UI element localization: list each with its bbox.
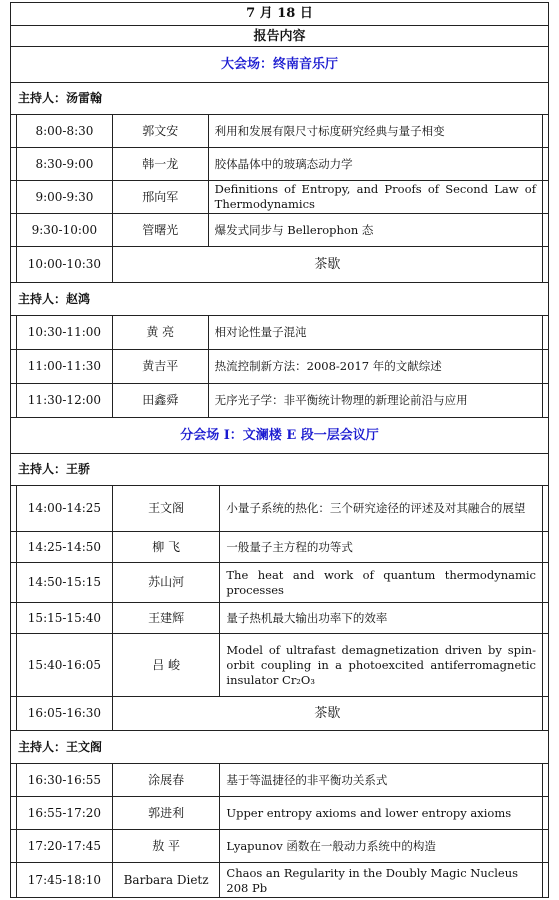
talk-row (10, 180, 549, 213)
break-time: 16:05-16:30 (27, 706, 102, 720)
talk-speaker: 苏山河 (112, 563, 220, 602)
talk-title: 无序光子学：非平衡统计物理的新理论前沿与应用 (208, 384, 542, 417)
talk-row (10, 114, 549, 147)
talk-cells (16, 532, 543, 562)
talk-row (10, 315, 549, 349)
header-date-row (10, 2, 549, 25)
talk-time: 16:30-16:55 (27, 772, 102, 787)
header-subtitle-row (10, 25, 549, 46)
talk-time: 15:15-15:40 (27, 610, 102, 625)
talk-title: Lyapunov 函数在一般动力系统中的构造 (219, 830, 542, 862)
talk-speaker: 吕 峻 (112, 634, 220, 696)
talk-speaker: 王建辉 (112, 603, 220, 633)
talk-row (10, 796, 549, 829)
break-label: 茶歇 (112, 247, 542, 282)
talk-cells (16, 830, 543, 862)
talk-cells (16, 316, 543, 349)
talk-cells (16, 797, 543, 829)
talk-title: 胶体晶体中的玻璃态动力学 (208, 148, 542, 180)
talk-speaker: 涂展春 (112, 764, 220, 796)
host-label-row (10, 282, 549, 315)
talk-time: 8:00-8:30 (35, 123, 94, 138)
talk-row (10, 485, 549, 531)
header-subtitle: 报告内容 (253, 28, 306, 44)
talk-row (10, 147, 549, 180)
talk-title: 量子热机最大输出功率下的效率 (219, 603, 542, 633)
talk-time: 17:45-18:10 (27, 873, 102, 887)
talk-time: 17:20-17:45 (27, 838, 102, 853)
talk-title: Model of ultrafast demagnetization driven by spin-orbit coupling in a photoexcited antiferromagnetic insulator Cr₂O₃ (219, 634, 542, 696)
host-label: 主持人：汤雷翰 (18, 91, 103, 105)
venue-main-hall: 大会场：终南音乐厅 (220, 57, 338, 72)
talk-time: 14:25-14:50 (27, 539, 102, 554)
talk-cells (16, 863, 543, 898)
break-row (10, 696, 549, 730)
talk-time: 11:30-12:00 (27, 393, 102, 407)
talk-time: 8:30-9:00 (35, 156, 94, 171)
talk-title: 基于等温捷径的非平衡功关系式 (219, 764, 542, 796)
talk-speaker: 黄 亮 (112, 316, 208, 349)
talk-cells (16, 563, 543, 602)
host-label: 主持人：王骄 (18, 462, 91, 476)
talk-time: 9:00-9:30 (35, 189, 94, 204)
talk-row (10, 633, 549, 696)
talk-speaker: 管曙光 (112, 214, 208, 246)
talk-title: 相对论性量子混沌 (208, 316, 542, 349)
break-row (10, 246, 549, 282)
host-label-row (10, 730, 549, 763)
talk-cells (16, 181, 543, 213)
talk-title: Chaos an Regularity in the Doubly Magic Nucleus 208 Pb (219, 863, 542, 898)
talk-speaker: 邢向军 (112, 181, 208, 213)
talk-time: 14:00-14:25 (27, 501, 102, 515)
break-label: 茶歇 (112, 697, 542, 730)
talk-row (10, 213, 549, 246)
talk-title: Upper entropy axioms and lower entropy axioms (219, 797, 542, 829)
talk-title: 爆发式同步与 Bellerophon 态 (208, 214, 542, 246)
talk-row (10, 562, 549, 602)
talk-cells (16, 214, 543, 246)
talk-row (10, 829, 549, 862)
talk-time: 15:40-16:05 (27, 657, 102, 672)
talk-row (10, 602, 549, 633)
host-label: 主持人：王文阁 (18, 739, 103, 754)
host-label-row (10, 82, 549, 114)
talk-cells (16, 350, 543, 383)
talk-row (10, 862, 549, 898)
talk-speaker: 郭文安 (112, 115, 208, 147)
talk-title: 一般量子主方程的功等式 (219, 532, 542, 562)
talk-time: 10:30-11:00 (27, 325, 102, 339)
talk-cells (16, 384, 543, 417)
break-time: 10:00-10:30 (27, 257, 102, 271)
talk-speaker: 柳 飞 (112, 532, 220, 562)
header-date: 7 月 18 日 (246, 6, 313, 21)
talk-title: The heat and work of quantum thermodynamic processes (219, 563, 542, 602)
talk-cells (16, 115, 543, 147)
talk-speaker: 田鑫舜 (112, 384, 208, 417)
talk-speaker: 王文阁 (112, 486, 220, 531)
talk-cells (16, 634, 543, 696)
talk-title: Definitions of Entropy, and Proofs of Second Law of Thermodynamics (208, 181, 542, 213)
talk-speaker: 韩一龙 (112, 148, 208, 180)
break-cells (16, 697, 543, 730)
venue-main-hall-row (10, 46, 549, 82)
talk-speaker: Barbara Dietz (112, 863, 220, 898)
talk-time: 9:30-10:00 (31, 222, 98, 237)
host-label: 主持人：赵鸿 (18, 291, 91, 306)
talk-speaker: 郭进利 (112, 797, 220, 829)
break-cells (16, 247, 543, 282)
talk-speaker: 黄吉平 (112, 350, 208, 383)
talk-row (10, 349, 549, 383)
talk-title: 热流控制新方法：2008-2017 年的文献综述 (208, 350, 542, 383)
venue-branch-hall-row (10, 417, 549, 453)
talk-speaker: 敖 平 (112, 830, 220, 862)
talk-title: 利用和发展有限尺寸标度研究经典与量子相变 (208, 115, 542, 147)
venue-branch-hall: 分会场 I：文澜楼 E 段一层会议厅 (180, 428, 379, 443)
talk-cells (16, 603, 543, 633)
talk-title: 小量子系统的热化：三个研究途径的评述及对其融合的展望 (219, 486, 542, 531)
talk-cells (16, 148, 543, 180)
talk-cells (16, 764, 543, 796)
talk-row (10, 763, 549, 796)
host-label-row (10, 453, 549, 485)
talk-row (10, 383, 549, 417)
talk-time: 16:55-17:20 (27, 805, 102, 820)
talk-row (10, 531, 549, 562)
talk-time: 14:50-15:15 (27, 575, 102, 589)
talk-cells (16, 486, 543, 531)
talk-time: 11:00-11:30 (27, 359, 102, 373)
